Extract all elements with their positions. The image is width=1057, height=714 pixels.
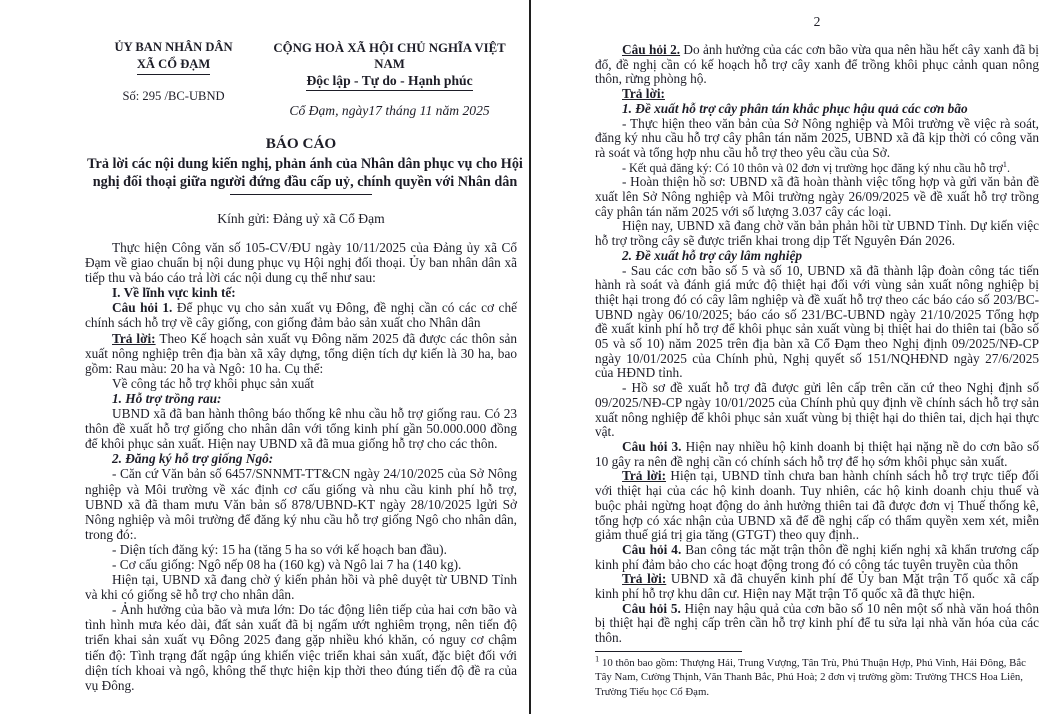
paragraph (595, 87, 1039, 102)
text-run: 2. Đề xuất hỗ trợ cây lâm nghiệp (622, 247, 803, 263)
text-run: Hiện nay hậu quả của cơn bão số 10 nên một số nhà văn hoá thôn bị thiệt hại đề nghị cấp trên cần hỗ trợ kinh phí để tu sửa lại nhà văn hóa của các thôn. (595, 600, 1039, 646)
text-run: Do ảnh hưởng của các cơn bão vừa qua nên hầu hết cây xanh đã bị đổ, đề nghị cần có kế hoạch hỗ trợ cây xanh để trồng khôi phục cảnh quan nông thôn, rừng phòng hộ. (595, 42, 1039, 87)
text-run: Câu hỏi 1. (112, 300, 173, 316)
text-run: Theo Kế hoạch sản xuất vụ Đông năm 2025 đã được các thôn sản xuất nông nghiệp trên địa bàn xã xây dựng, tổng diện tích dự kiến là 30 ha, bao gồm: Rau màu: 20 ha và Ngô: 10 ha. Cụ thể: (85, 330, 517, 376)
national-motto-block (262, 40, 517, 119)
text-run: Để phục vụ cho sản xuất vụ Đông, đề nghị cần có các cơ chế chính sách hỗ trợ về cây giống, con giống đảm bảo sản xuất cho Nhân dân (85, 300, 517, 331)
national-title: CỘNG HOÀ XÃ HỘI CHỦ NGHĨA VIỆT NAM (273, 41, 506, 71)
text-run: 1 (595, 653, 600, 664)
issuing-authority-line1: ỦY BAN NHÂN DÂN (114, 40, 233, 54)
text-run: - Thực hiện theo văn bản của Sở Nông nghiệp và Môi trường về việc rà soát, đăng ký nhu cầu hỗ trợ cây phân tán năm 2025, UBND xã đã kịp thời có công văn rà soát và tổng hợp nhu cầu hỗ trợ theo yêu cầu của Sở. (595, 115, 1039, 160)
paragraph (85, 572, 517, 602)
document-header (85, 40, 517, 119)
text-run: 2. Đăng ký hỗ trợ giống Ngô: (112, 451, 274, 467)
paragraph (595, 249, 1039, 264)
paragraph (85, 240, 517, 285)
text-run: - Sau các cơn bão số 5 và số 10, UBND xã đã thành lập đoàn công tác tiến hành rà soát và đánh giá mức độ thiệt hại đối với vùng sản xuất nông nghiệp bị thiệt hại trong đó có cây lâm nghiệp và đề xuất hỗ trợ theo các báo cáo số 203/BC-UBND ngày 06/10/2025; báo cáo số 231/BC-UBND ngày 21/10/2025 Tổng hợp đề xuất kinh phí hỗ trợ để khôi phục sản xuất vùng bị thiệt hai do thiên tai (bão số 05 và số 10) năm 2025 trên địa bàn xã Cổ Đạm theo Nghị định 09/2025/NĐ-CP ngày 10/01/2025 của Chính phủ, Nghị quyết số 151/NQHĐND ngày 27/6/2025 của HĐND tỉnh. (595, 262, 1039, 381)
paragraph (595, 440, 1039, 469)
paragraph (85, 285, 517, 300)
text-run: UBND xã đã chuyển kinh phí để Ủy ban Mặt trận Tổ quốc xã cấp kinh phí hỗ trợ khu dân cư. Hiện nay Mặt trận Tổ quốc xã đã thực hiện. (595, 571, 1040, 602)
text-run: tháng 11 năm 2025 (381, 103, 490, 118)
text-run: Câu hỏi 2. (622, 42, 681, 57)
text-run: Câu hỏi 4. (622, 541, 682, 557)
paragraph (85, 602, 517, 693)
paragraph (85, 406, 517, 451)
paragraph (595, 102, 1039, 117)
text-run: Trả lời: (112, 330, 156, 346)
paragraph (595, 469, 1039, 543)
report-title: BÁO CÁO (265, 135, 337, 152)
text-run: - Hoàn thiện hồ sơ: UBND xã đã hoàn thành việc tổng hợp và gửi văn bản đề xuất lên Sở Nông nghiệp và Môi trường ngày 26/09/2025 về đề xuất hỗ trợ trồng cây phân tán năm 2025 với số lượng 3.037 cây các loại. (595, 174, 1039, 219)
paragraph (595, 43, 1039, 87)
issuing-authority-block (85, 40, 262, 119)
text-run: Câu hỏi 5. (622, 600, 681, 616)
issuing-authority-line2: XÃ CỔ ĐẠM (137, 57, 210, 75)
text-run: - Ảnh hưởng của bão và mưa lớn: Do tác động liên tiếp của hai cơn bão và tình hình mưa kéo dài, đất sản xuất đã bị ngấm ướt nghiêm trọng, nên tiến độ triển khai sản xuất vụ Đông 2025 đang gặp nhiều khó khăn, có nguy cơ chậm tiến độ: Tình trạng đất ngập úng khiến việc triển khai sản xuất, đặc biệt đối với diện tích khoai và ngô, không thể thực hiện kịp thời theo đúng tiến độ đề ra của vụ Đông. (85, 602, 517, 693)
page-number: 2 (813, 14, 821, 29)
footnote-block (595, 651, 1039, 700)
paragraph (595, 264, 1039, 382)
text-run: I. Về lĩnh vực kinh tế: (112, 285, 236, 301)
paragraph (595, 158, 1039, 176)
text-run: Câu hỏi 3. (622, 438, 682, 454)
text-run: 17 (368, 103, 382, 118)
text-run: - Cơ cấu giống: Ngô nếp 08 ha (160 kg) và Ngô lai 7 ha (140 kg). (112, 556, 462, 572)
paragraph (85, 376, 517, 391)
text-run: - Căn cứ Văn bản số 6457/SNNMT-TT&CN ngày 24/10/2025 của Sở Nông nghiệp và Môi trường về xác định cơ cấu giống và nhu cầu kinh phí hỗ trợ, UBND xã đã tham mưu Văn bản số 878/UBND-KT ngày 28/10/2025 lgửi Sở Nông nghiệp và môi trường để đăng ký nhu cầu hỗ trợ giống Ngô cho nhân dân, trong đó:. (85, 466, 517, 542)
paragraph (85, 542, 517, 557)
paragraph (85, 331, 517, 376)
text-run: UBND xã đã ban hành thông báo thống kê nhu cầu hỗ trợ giống rau. Có 23 thôn đề xuất hỗ trợ giống cho nhân dân với tổng kinh phí gần 50.000.000 đồng để khôi phục sản xuất. Hiện nay UBND xã đã mua giống hỗ trợ cho các thôn. (85, 406, 517, 452)
text-run: Thực hiện Công văn số 105-CV/ĐU ngày 10/11/2025 của Đảng ủy xã Cổ Đạm về giao chuẩn bị nội dung phục vụ Hội nghị đối thoại. Ủy ban nhân dân xã tiếp thu và báo cáo trả lời các nội dung cụ thể như sau: (85, 240, 517, 286)
paragraph (85, 300, 517, 330)
text-run: Hiện tại, UBND xã đang chờ ý kiến phản hồi và phê duyệt từ UBND Tỉnh và khi có giống sẽ hỗ trợ cho nhân dân. (85, 572, 517, 603)
text-run: . (1007, 160, 1011, 175)
text-run: Ban công tác mặt trận thôn đề nghị kiến nghị xã khẩn trương cấp kinh phí đảm bảo cho các hoạt động trong đó có công tác tuyên truyền của thôn (595, 541, 1039, 572)
text-run: Trả lời: (622, 468, 667, 484)
text-run: - Hồ sơ đề xuất hỗ trợ đã được gửi lên cấp trên căn cứ theo Nghị định số 09/2025/NĐ-CP ngày 10/01/2025 của Chính phủ quy định về chính sách hỗ trợ sản xuất nông nghiệp để khôi phục sản xuất vùng bị thiệt hại do thiên tai, dịch hại thực vật. (595, 380, 1039, 440)
text-run: 1. Hỗ trợ trồng rau: (112, 390, 222, 406)
place-and-date (262, 103, 517, 119)
text-run: Hiện nay, UBND xã đang chờ văn bản phản hồi từ UBND Tỉnh. Dự kiến việc hỗ trợ trồng cây sẽ được triển khai trong dịp Tết Nguyên Đán 2026. (595, 218, 1039, 249)
footnote-rule (595, 651, 742, 652)
paragraph (595, 117, 1039, 161)
paragraph (595, 543, 1039, 572)
footnote-text (595, 653, 1039, 700)
page-2 (531, 0, 1057, 714)
paragraph (595, 572, 1039, 601)
report-subtitle: Trả lời các nội dung kiến nghị, phản ánh của Nhân dân phục vụ cho Hội nghị đối thoại giữa người đứng đầu cấp uỷ, chính quyền với Nhân dân (87, 156, 523, 190)
paragraph (595, 602, 1039, 646)
paragraph (85, 466, 517, 541)
text-run: 1. Đề xuất hỗ trợ cây phân tán khắc phục hậu quả các cơn bão (622, 100, 968, 116)
text-run: - Kết quả đăng ký: Có 10 thôn và 02 đơn vị trường học đăng ký nhu cầu hỗ trợ (622, 160, 1003, 175)
paragraph (595, 381, 1039, 440)
paragraph (85, 391, 517, 406)
paragraph (595, 219, 1039, 248)
text-run: 10 thôn bao gồm: Thượng Hải, Trung Vượng, Tân Trù, Phú Thuận Hợp, Phú Vinh, Hải Đông, Bắc Tây Nam, Cường Thịnh, Văn Thanh Bắc, Phú Hoà; 2 đơn vị trường gồm: Trường THCS Hoa Liên, Trường Tiểu học Cổ Đạm. (595, 656, 1026, 698)
page-2-body (595, 43, 1039, 646)
text-run: Cổ Đạm, ngày (289, 103, 369, 118)
text-run: Hiện nay nhiều hộ kinh doanh bị thiệt hại nặng nề do cơn bão số 10 gây ra nên đề nghị cần có chính sách hỗ trợ để họ sớm khôi phục sản xuất. (595, 438, 1039, 469)
title-rule (230, 194, 372, 195)
text-run: Trả lời: (622, 86, 665, 102)
text-run: - Diện tích đăng ký: 15 ha (tăng 5 ha so với kế hoạch ban đầu). (112, 541, 447, 557)
national-motto: Độc lập - Tự do - Hạnh phúc (306, 72, 472, 91)
text-run: Trả lời: (622, 571, 667, 587)
salutation: Kính gửi: Đảng uỷ xã Cổ Đạm (217, 211, 385, 226)
paragraph (85, 557, 517, 572)
page-1-body (85, 240, 517, 693)
paragraph (595, 175, 1039, 219)
text-run: Hiện tại, UBND tỉnh chưa ban hành chính sách hỗ trợ trực tiếp đối với thiệt hại của các hộ kinh doanh. Tuy nhiên, các hộ kinh doanh chịu thuế và buộc phải ngừng hoạt động do ảnh hưởng thiên tai đã được đơn vị Thuế thống kê, tổng hợp có xác nhận của UBND xã để đề nghị cấp có thẩm quyền xem xét, miễn giảm thuế giá trị gia tăng (GTGT) theo quy định.. (595, 468, 1040, 543)
text-run: 1 (1002, 158, 1008, 169)
document-number: Số: 295 /BC-UBND (122, 89, 225, 103)
paragraph (85, 451, 517, 466)
text-run: Về công tác hỗ trợ khôi phục sản xuất (112, 375, 314, 391)
